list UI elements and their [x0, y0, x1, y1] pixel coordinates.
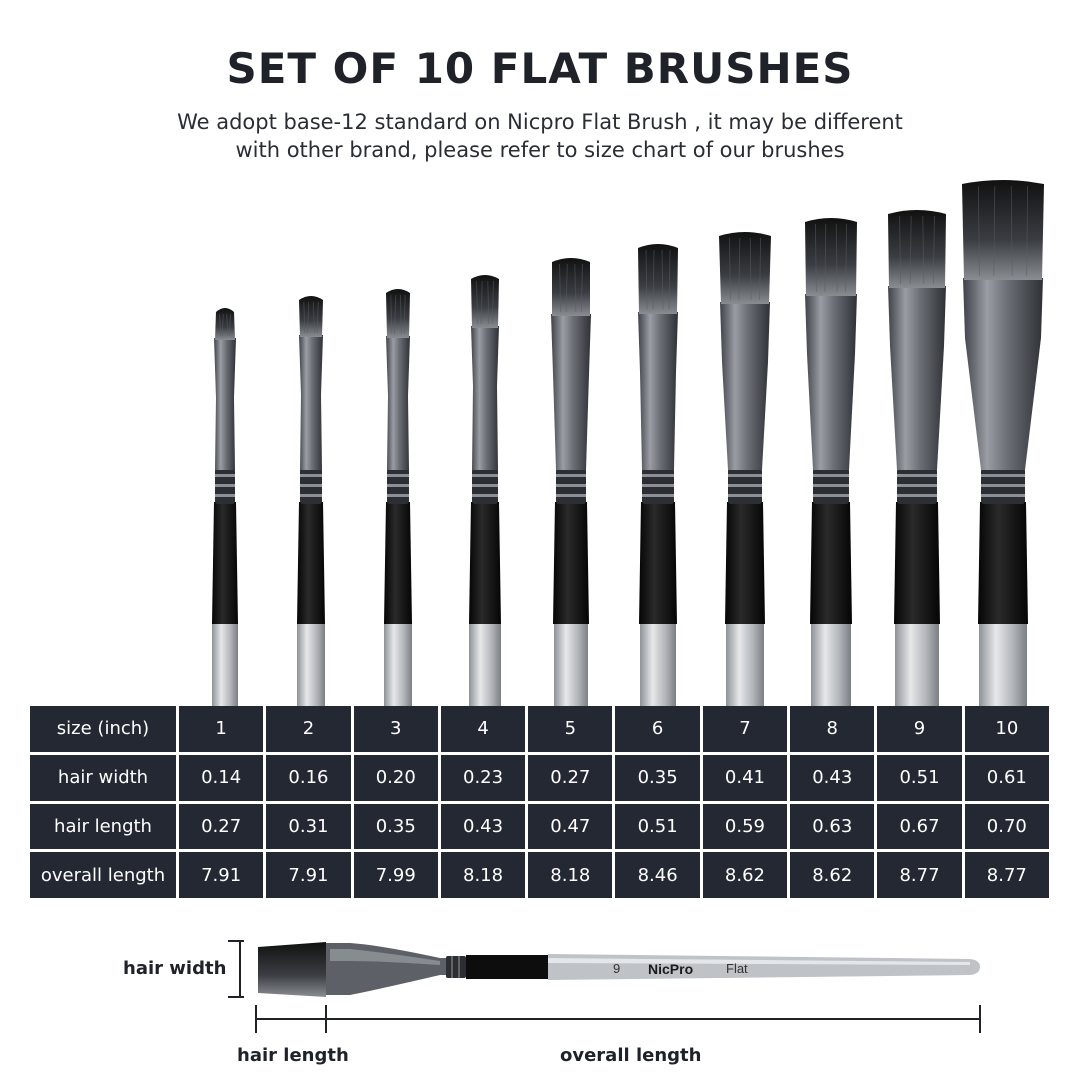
brush-6: [638, 244, 678, 706]
page-title: SET OF 10 FLAT BRUSHES: [226, 44, 854, 93]
table-cell: 0.61: [965, 755, 1049, 801]
table-cell: 3: [354, 706, 438, 752]
brush-handle: [895, 622, 939, 706]
brush-handle: [297, 622, 325, 706]
hair-length-label: hair length: [237, 1045, 349, 1066]
brush-grip: [978, 502, 1028, 624]
brush-handle: [640, 622, 676, 706]
row-header: overall length: [30, 852, 176, 898]
brush-ferrule: [214, 338, 236, 470]
table-cell: 0.47: [528, 804, 612, 850]
brush-hair: [471, 275, 499, 328]
brush-ferrule: [638, 312, 678, 470]
table-cell: 1: [179, 706, 263, 752]
brush-grip: [725, 502, 765, 624]
table-cell: 0.51: [615, 804, 699, 850]
brush-handle: [979, 622, 1027, 706]
brush-hair: [299, 296, 323, 337]
table-cell: 0.27: [528, 755, 612, 801]
table-row: [30, 804, 1049, 850]
brush-hair: [888, 210, 946, 288]
brush-5: [551, 258, 591, 706]
sample-brush-hair: [258, 942, 326, 997]
table-cell: 7.91: [266, 852, 350, 898]
brush-ferrule: [888, 286, 946, 470]
table-cell: 2: [266, 706, 350, 752]
brush-ferrule: [386, 336, 410, 470]
subtitle-line-2: with other brand, please refer to size chart of our brushes: [235, 138, 845, 162]
table-cell: 0.20: [354, 755, 438, 801]
brush-ferrule: [551, 314, 591, 470]
table-cell: 0.70: [965, 804, 1049, 850]
table-cell: 5: [528, 706, 612, 752]
brush-9: [888, 210, 946, 706]
brush-3: [384, 289, 412, 706]
table-cell: 0.35: [615, 755, 699, 801]
table-cell: 0.51: [877, 755, 961, 801]
brush-handle: [469, 622, 501, 706]
sample-brush-crimp: [446, 956, 466, 978]
brush-ferrule: [299, 335, 323, 470]
table-cell: 0.23: [441, 755, 525, 801]
table-cell: 0.16: [266, 755, 350, 801]
brush-grip: [469, 502, 501, 624]
table-cell: 0.59: [703, 804, 787, 850]
brush-handle: [212, 622, 238, 706]
brush-hair: [805, 218, 857, 296]
table-cell: 0.14: [179, 755, 263, 801]
brush-grip: [894, 502, 940, 624]
table-cell: 0.63: [790, 804, 874, 850]
table-cell: 4: [441, 706, 525, 752]
table-cell: 0.27: [179, 804, 263, 850]
brush-ferrule: [805, 294, 857, 470]
measurement-diagram: [0, 925, 1080, 1080]
brush-handle: [384, 622, 412, 706]
brush-grip: [384, 502, 412, 624]
table-cell: 0.41: [703, 755, 787, 801]
table-cell: 8.62: [790, 852, 874, 898]
subtitle: [0, 108, 1080, 164]
subtitle-line-1: We adopt base-12 standard on Nicpro Flat Brush , it may be different: [177, 110, 903, 134]
brush-type-mark: Flat: [726, 961, 748, 976]
table-cell: 8.77: [965, 852, 1049, 898]
brush-10: [962, 180, 1044, 706]
brush-hair: [962, 180, 1044, 280]
table-cell: 0.43: [441, 804, 525, 850]
brush-4: [469, 275, 501, 706]
table-cell: 9: [877, 706, 961, 752]
table-cell: 8.18: [441, 852, 525, 898]
table-cell: 8.18: [528, 852, 612, 898]
brush-grip: [212, 502, 238, 624]
brush-handle: [811, 622, 851, 706]
brush-brand-mark: NicPro: [648, 961, 694, 977]
brush-1: [212, 308, 238, 706]
size-chart-table: [27, 703, 1052, 901]
brush-ferrule: [720, 302, 770, 470]
length-dimension-lines: [256, 1005, 980, 1033]
brush-8: [805, 218, 857, 706]
brush-handle: [726, 622, 764, 706]
table-row: [30, 852, 1049, 898]
table-cell: 7.99: [354, 852, 438, 898]
brush-hair: [719, 232, 771, 304]
table-cell: 7: [703, 706, 787, 752]
table-row: [30, 755, 1049, 801]
brush-grip: [810, 502, 852, 624]
brush-hair: [552, 258, 590, 316]
table-cell: 0.43: [790, 755, 874, 801]
brush-2: [297, 296, 325, 706]
table-row: [30, 706, 1049, 752]
brush-handle: [554, 622, 588, 706]
sample-brush-diagram: [0, 925, 1080, 1080]
brush-grip: [297, 502, 325, 624]
table-cell: 10: [965, 706, 1049, 752]
brush-lineup-illustration: [0, 170, 1080, 706]
table-cell: 0.35: [354, 804, 438, 850]
row-header: hair length: [30, 804, 176, 850]
brush-hair: [638, 244, 678, 314]
brush-grip: [553, 502, 589, 624]
table-cell: 8.62: [703, 852, 787, 898]
hair-width-label: hair width: [123, 958, 227, 979]
brush-hair: [386, 289, 410, 338]
table-cell: 0.67: [877, 804, 961, 850]
sample-brush-grip: [466, 955, 548, 979]
brush-hair: [215, 308, 235, 340]
hair-width-bracket: [228, 941, 244, 997]
brush-ferrule: [963, 278, 1043, 470]
table-cell: 0.31: [266, 804, 350, 850]
overall-length-label: overall length: [560, 1045, 702, 1066]
row-header: hair width: [30, 755, 176, 801]
brush-size-mark: 9: [613, 961, 621, 976]
row-header: size (inch): [30, 706, 176, 752]
table-cell: 8: [790, 706, 874, 752]
brush-7: [719, 232, 771, 706]
table-cell: 7.91: [179, 852, 263, 898]
table-cell: 8.77: [877, 852, 961, 898]
table-cell: 8.46: [615, 852, 699, 898]
brush-grip: [639, 502, 677, 624]
table-cell: 6: [615, 706, 699, 752]
brush-ferrule: [471, 326, 499, 470]
